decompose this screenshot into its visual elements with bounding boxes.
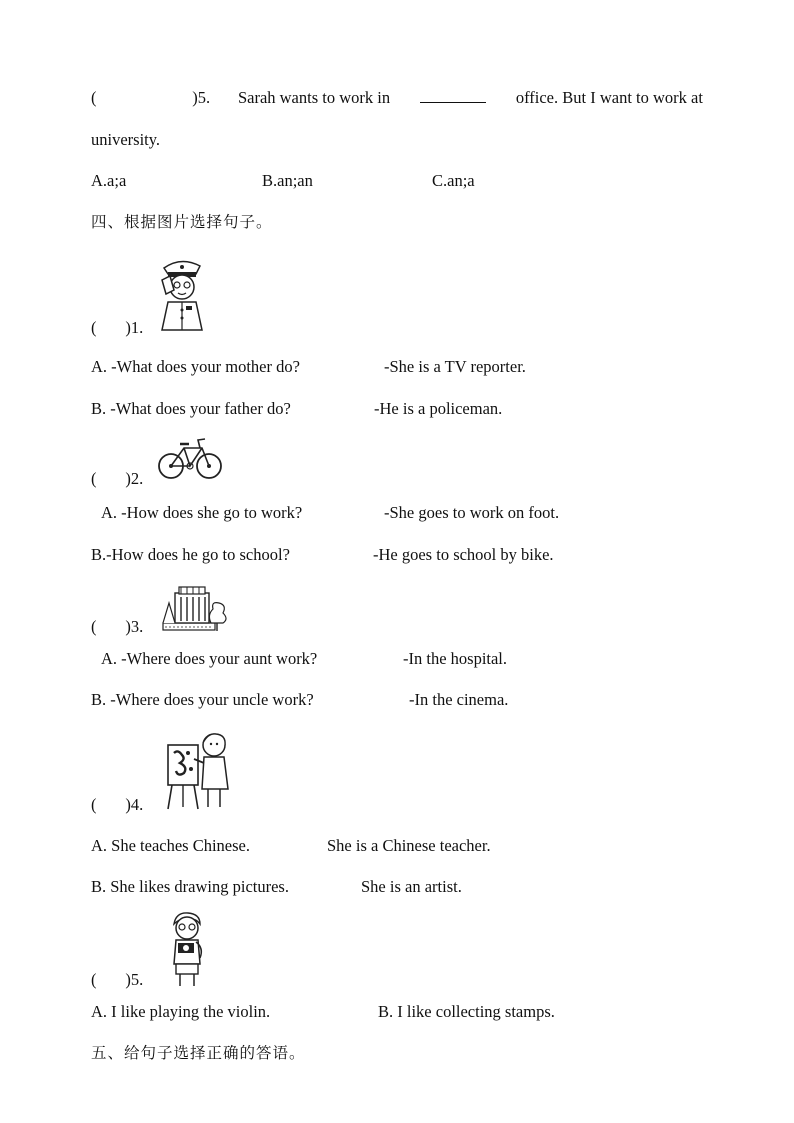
question-text-end: office. But I want to work at xyxy=(515,88,703,107)
question-5-continuation: university. xyxy=(91,130,161,149)
option-a: A.a;a xyxy=(91,171,127,190)
question-5-line xyxy=(91,88,703,108)
boy-with-camera-icon xyxy=(166,910,208,988)
item-3-option-b-question: B. -Where does your uncle work? xyxy=(91,690,314,709)
item-1-option-a-answer: -She is a TV reporter. xyxy=(384,357,526,376)
item-1-option-b-question: B. -What does your father do? xyxy=(91,399,291,418)
item-2-option-a-question: A. -How does she go to work? xyxy=(101,503,303,522)
item-2-option-b-question: B.-How does he go to school? xyxy=(91,545,290,564)
item-4-option-a-answer: She is a Chinese teacher. xyxy=(327,836,491,855)
bicycle-icon xyxy=(156,434,224,484)
option-c: C.an;a xyxy=(432,171,475,190)
item-2-option-a-answer: -She goes to work on foot. xyxy=(384,503,560,522)
item-1-option-b-answer: -He is a policeman. xyxy=(374,399,503,418)
fill-blank xyxy=(420,88,486,103)
item-4-option-a-sentence: A. She teaches Chinese. xyxy=(91,836,250,855)
item-2-option-b-answer: -He goes to school by bike. xyxy=(373,545,554,564)
item-5-option-a: A. I like playing the violin. xyxy=(91,1002,271,1021)
item-4-prefix: ( )4. xyxy=(91,795,144,814)
item-3-option-b-answer: -In the cinema. xyxy=(409,690,509,709)
policeman-saluting-icon xyxy=(156,254,206,332)
question-text-start: Sarah wants to work in xyxy=(237,88,391,107)
answer-paren-open: ( xyxy=(91,88,97,107)
option-b: B.an;an xyxy=(262,171,313,190)
girl-painting-easel-icon xyxy=(164,729,232,811)
answer-space xyxy=(124,88,164,108)
section-4-heading: 四、根据图片选择句子。 xyxy=(91,213,273,231)
item-5-prefix: ( )5. xyxy=(91,970,144,989)
item-3-option-a-answer: -In the hospital. xyxy=(403,649,508,668)
hospital-building-icon xyxy=(161,583,231,633)
item-4-option-b-sentence: B. She likes drawing pictures. xyxy=(91,877,289,896)
item-1-prefix: ( )1. xyxy=(91,318,144,337)
item-2-prefix: ( )2. xyxy=(91,469,144,488)
item-4-option-b-answer: She is an artist. xyxy=(361,877,462,896)
item-3-prefix: ( )3. xyxy=(91,617,144,636)
section-5-heading: 五、给句子选择正确的答语。 xyxy=(91,1044,306,1062)
question-number: )5. xyxy=(192,88,211,107)
item-1-option-a-question: A. -What does your mother do? xyxy=(91,357,300,376)
item-5-option-b: B. I like collecting stamps. xyxy=(378,1002,555,1021)
item-3-option-a-question: A. -Where does your aunt work? xyxy=(101,649,318,668)
